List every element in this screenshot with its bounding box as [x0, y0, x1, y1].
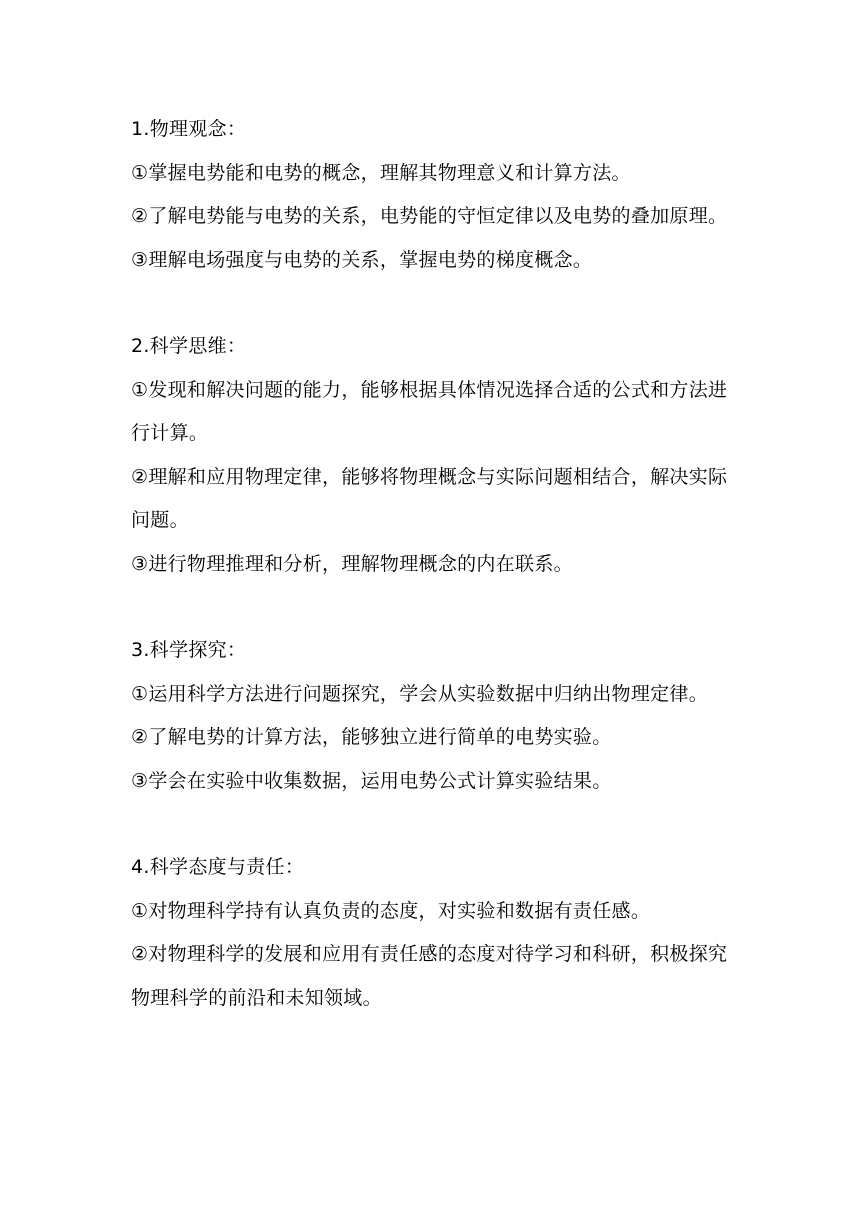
section-heading: 3.科学探究： — [131, 639, 247, 661]
section-physics-concepts — [131, 108, 731, 282]
list-item: ③理解电场强度与电势的关系，掌握电势的梯度概念。 — [131, 248, 593, 271]
list-item: ①对物理科学持有认真负责的态度，对实验和数据有责任感。 — [131, 899, 651, 922]
list-item: ②了解电势能与电势的关系，电势能的守恒定律以及电势的叠加原理。 — [131, 205, 728, 227]
section-scientific-inquiry — [131, 629, 731, 803]
section-heading: 1.物理观念： — [131, 118, 247, 140]
list-item: ①发现和解决问题的能力，能够根据具体情况选择合适的公式和方法进行计算。 — [131, 378, 728, 444]
list-item: ③学会在实验中收集数据，运用电势公式计算实验结果。 — [131, 769, 612, 792]
section-scientific-thinking — [131, 325, 731, 586]
section-attitude-responsibility — [131, 846, 731, 1020]
list-item: ②对物理科学的发展和应用有责任感的态度对待学习和科研，积极探究物理科学的前沿和未知领域。 — [131, 943, 728, 1009]
list-item: ②了解电势的计算方法，能够独立进行简单的电势实验。 — [131, 726, 612, 748]
section-heading: 2.科学思维： — [131, 335, 247, 357]
list-item: ①运用科学方法进行问题探究，学会从实验数据中归纳出物理定律。 — [131, 682, 709, 705]
document-body — [131, 108, 731, 1020]
list-item: ③进行物理推理和分析，理解物理概念的内在联系。 — [131, 552, 573, 575]
list-item: ②理解和应用物理定律，能够将物理概念与实际问题相结合，解决实际问题。 — [131, 465, 728, 531]
list-item: ①掌握电势能和电势的概念，理解其物理意义和计算方法。 — [131, 161, 631, 184]
section-heading: 4.科学态度与责任： — [131, 856, 305, 878]
